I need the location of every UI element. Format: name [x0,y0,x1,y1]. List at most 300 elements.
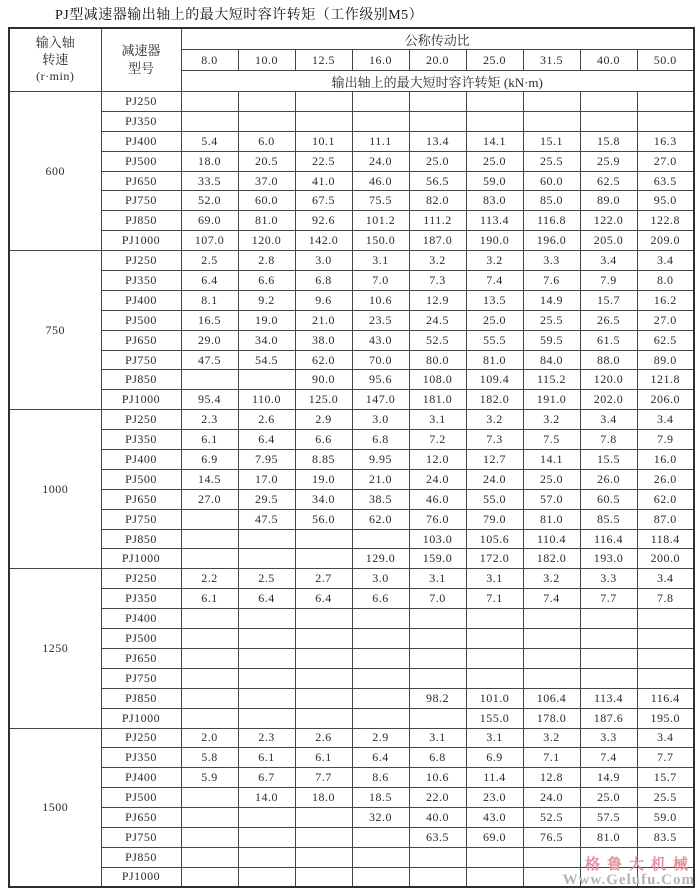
torque-value-cell: 18.5 [352,788,409,808]
model-cell: PJ250 [101,92,181,112]
torque-value-cell: 182.0 [466,390,523,410]
torque-value-cell: 187.0 [409,231,466,251]
ratio-header-cell: 20.0 [409,50,466,71]
model-cell: PJ500 [101,151,181,171]
torque-value-cell: 2.5 [181,251,238,271]
table-row [9,111,694,131]
torque-value-cell: 6.8 [409,748,466,768]
torque-value-cell [181,827,238,847]
torque-value-cell: 118.4 [637,529,694,549]
model-cell: PJ1000 [101,867,181,887]
torque-value-cell: 26.0 [637,469,694,489]
torque-value-cell: 6.6 [295,430,352,450]
torque-value-cell: 120.0 [238,231,295,251]
torque-value-cell: 8.6 [352,768,409,788]
torque-value-cell: 7.2 [409,430,466,450]
torque-value-cell [637,847,694,867]
torque-value-cell [181,529,238,549]
torque-value-cell: 89.0 [637,350,694,370]
torque-value-cell: 34.0 [295,489,352,509]
torque-value-cell: 106.4 [523,688,580,708]
torque-value-cell: 20.5 [238,151,295,171]
torque-value-cell: 10.1 [295,131,352,151]
torque-value-cell: 195.0 [637,708,694,728]
torque-value-cell: 2.0 [181,728,238,748]
torque-value-cell [295,111,352,131]
torque-value-cell: 63.5 [637,171,694,191]
torque-value-cell [295,529,352,549]
torque-value-cell: 3.3 [523,251,580,271]
torque-value-cell [523,847,580,867]
torque-value-cell [295,648,352,668]
torque-value-cell: 110.0 [238,390,295,410]
table-row [9,350,694,370]
torque-value-cell: 55.5 [466,330,523,350]
torque-value-cell: 113.4 [580,688,637,708]
torque-value-cell: 12.0 [409,450,466,470]
model-cell: PJ650 [101,808,181,828]
torque-value-cell: 7.7 [295,768,352,788]
torque-value-cell [295,609,352,629]
torque-value-cell [580,609,637,629]
torque-value-cell: 181.0 [409,390,466,410]
torque-value-cell: 5.9 [181,768,238,788]
input-speed-cell: 1500 [9,728,101,887]
model-cell: PJ650 [101,648,181,668]
torque-value-cell: 193.0 [580,549,637,569]
torque-value-cell: 24.0 [466,469,523,489]
torque-value-cell: 95.0 [637,191,694,211]
table-row [9,589,694,609]
torque-value-cell [523,648,580,668]
table-row [9,768,694,788]
table-row [9,549,694,569]
torque-value-cell: 7.6 [523,271,580,291]
torque-value-cell [409,648,466,668]
torque-value-cell: 7.5 [523,430,580,450]
torque-value-cell [580,629,637,649]
header-row-1 [9,28,694,50]
torque-value-cell [409,867,466,887]
torque-value-cell: 3.4 [637,251,694,271]
torque-value-cell: 122.8 [637,211,694,231]
torque-value-cell: 7.4 [523,589,580,609]
torque-value-cell [409,629,466,649]
torque-value-cell: 3.4 [580,410,637,430]
torque-value-cell [409,708,466,728]
torque-value-cell: 109.4 [466,370,523,390]
model-cell: PJ500 [101,469,181,489]
torque-value-cell: 187.6 [580,708,637,728]
torque-value-cell: 101.2 [352,211,409,231]
torque-value-cell [295,847,352,867]
torque-table [8,27,695,888]
ratio-header-cell: 31.5 [523,50,580,71]
torque-value-cell: 88.0 [580,350,637,370]
torque-value-cell: 60.5 [580,489,637,509]
torque-value-cell: 62.5 [580,171,637,191]
torque-value-cell: 25.9 [580,151,637,171]
torque-value-cell [523,92,580,112]
torque-value-cell: 17.0 [238,469,295,489]
torque-value-cell: 155.0 [466,708,523,728]
torque-value-cell: 3.1 [409,728,466,748]
torque-value-cell: 84.0 [523,350,580,370]
torque-value-cell: 115.2 [523,370,580,390]
model-cell: PJ400 [101,450,181,470]
torque-value-cell: 83.0 [466,191,523,211]
torque-value-cell: 69.0 [466,827,523,847]
torque-value-cell: 38.0 [295,330,352,350]
table-row [9,728,694,748]
torque-value-cell [637,867,694,887]
table-row [9,390,694,410]
model-cell: PJ850 [101,529,181,549]
torque-value-cell: 25.0 [409,151,466,171]
table-row [9,290,694,310]
torque-value-cell: 3.0 [352,410,409,430]
torque-value-cell: 63.5 [409,827,466,847]
model-cell: PJ750 [101,350,181,370]
torque-value-cell: 43.0 [466,808,523,828]
torque-value-cell: 25.0 [580,788,637,808]
input-speed-cell: 1250 [9,569,101,728]
model-cell: PJ750 [101,668,181,688]
torque-value-cell: 76.5 [523,827,580,847]
torque-value-cell: 3.1 [466,728,523,748]
torque-value-cell: 3.1 [409,569,466,589]
torque-value-cell [352,529,409,549]
torque-value-cell [352,92,409,112]
torque-value-cell: 10.6 [352,290,409,310]
torque-value-cell: 75.5 [352,191,409,211]
torque-value-cell: 3.3 [580,569,637,589]
torque-value-cell: 110.4 [523,529,580,549]
model-header-line1: 减速器 [121,42,161,58]
torque-value-cell: 32.0 [352,808,409,828]
model-cell: PJ400 [101,131,181,151]
torque-value-cell: 29.0 [181,330,238,350]
torque-value-cell: 76.0 [409,509,466,529]
torque-value-cell: 13.5 [466,290,523,310]
table-row [9,271,694,291]
torque-value-cell: 5.4 [181,131,238,151]
model-cell: PJ400 [101,768,181,788]
table-row [9,688,694,708]
model-cell: PJ850 [101,688,181,708]
torque-value-cell: 15.8 [580,131,637,151]
torque-value-cell: 69.0 [181,211,238,231]
torque-value-cell: 16.0 [637,450,694,470]
torque-value-cell: 2.2 [181,569,238,589]
model-cell: PJ650 [101,489,181,509]
torque-value-cell: 6.6 [238,271,295,291]
torque-value-cell: 2.3 [181,410,238,430]
torque-value-cell: 6.4 [352,748,409,768]
torque-value-cell: 62.0 [295,350,352,370]
table-row [9,310,694,330]
torque-value-cell [181,648,238,668]
input-speed-header-unit: (r·min) [36,69,75,84]
table-body [9,92,694,888]
ratio-header-cell: 40.0 [580,50,637,71]
torque-value-cell: 25.5 [523,310,580,330]
torque-value-cell: 6.8 [352,430,409,450]
torque-value-cell [181,808,238,828]
table-row [9,131,694,151]
torque-value-cell: 59.0 [466,171,523,191]
torque-value-cell: 12.7 [466,450,523,470]
torque-value-cell: 25.5 [523,151,580,171]
torque-value-cell: 13.4 [409,131,466,151]
torque-value-cell: 7.8 [637,589,694,609]
torque-value-cell: 19.0 [295,469,352,489]
table-row [9,430,694,450]
torque-value-cell: 10.6 [409,768,466,788]
table-row [9,847,694,867]
model-cell: PJ350 [101,111,181,131]
torque-value-cell: 22.0 [409,788,466,808]
table-title: PJ型减速器输出轴上的最大短时容许转矩（工作级别M5） [55,8,424,23]
torque-value-cell: 25.0 [523,469,580,489]
ratio-header-cell: 12.5 [295,50,352,71]
torque-value-cell [352,609,409,629]
table-row [9,808,694,828]
torque-value-cell: 116.4 [637,688,694,708]
torque-value-cell [466,111,523,131]
model-cell: PJ850 [101,370,181,390]
torque-value-cell [637,629,694,649]
torque-value-cell: 7.3 [466,430,523,450]
torque-value-cell: 16.5 [181,310,238,330]
table-row [9,251,694,271]
torque-value-cell [181,509,238,529]
torque-value-cell: 22.5 [295,151,352,171]
torque-value-cell: 206.0 [637,390,694,410]
torque-value-cell [523,609,580,629]
torque-value-cell [466,847,523,867]
model-cell: PJ1000 [101,231,181,251]
torque-value-cell: 16.3 [637,131,694,151]
torque-value-cell [181,370,238,390]
torque-value-cell [352,629,409,649]
torque-value-cell [238,867,295,887]
model-cell: PJ750 [101,827,181,847]
torque-value-cell: 40.0 [409,808,466,828]
table-row [9,609,694,629]
table-row [9,410,694,430]
torque-value-cell: 202.0 [580,390,637,410]
ratio-header-cell: 50.0 [637,50,694,71]
torque-value-cell: 178.0 [523,708,580,728]
table-row [9,370,694,390]
torque-value-cell [352,847,409,867]
torque-value-cell: 3.4 [637,728,694,748]
model-cell: PJ400 [101,290,181,310]
torque-value-cell: 57.5 [580,808,637,828]
torque-value-cell: 6.9 [466,748,523,768]
torque-value-cell: 87.0 [637,509,694,529]
torque-value-cell: 191.0 [523,390,580,410]
torque-value-cell: 70.0 [352,350,409,370]
torque-value-cell [466,668,523,688]
torque-value-cell: 59.0 [637,808,694,828]
torque-value-cell [238,629,295,649]
model-cell: PJ1000 [101,708,181,728]
torque-value-cell: 6.4 [238,430,295,450]
torque-value-cell [181,867,238,887]
torque-value-cell: 9.95 [352,450,409,470]
torque-value-cell: 116.8 [523,211,580,231]
table-row [9,788,694,808]
torque-value-cell: 85.0 [523,191,580,211]
torque-value-cell: 3.1 [352,251,409,271]
table-row [9,171,694,191]
torque-value-cell: 27.0 [181,489,238,509]
torque-value-cell: 2.7 [295,569,352,589]
torque-value-cell [181,629,238,649]
torque-value-cell: 209.0 [637,231,694,251]
model-cell: PJ250 [101,728,181,748]
torque-value-cell [637,609,694,629]
model-cell: PJ250 [101,251,181,271]
torque-value-cell: 182.0 [523,549,580,569]
torque-value-cell [637,668,694,688]
torque-value-cell [580,847,637,867]
table-row [9,708,694,728]
torque-value-cell: 62.0 [637,489,694,509]
torque-value-cell [295,808,352,828]
torque-value-cell: 3.2 [466,410,523,430]
model-cell: PJ400 [101,609,181,629]
torque-value-cell: 6.7 [238,768,295,788]
torque-value-cell [181,668,238,688]
torque-value-cell: 24.5 [409,310,466,330]
model-cell: PJ350 [101,748,181,768]
torque-value-cell [466,609,523,629]
torque-value-cell: 67.5 [295,191,352,211]
torque-value-cell: 15.7 [637,768,694,788]
table-row [9,629,694,649]
torque-value-cell: 159.0 [409,549,466,569]
torque-value-cell: 3.2 [523,410,580,430]
model-cell: PJ500 [101,788,181,808]
torque-value-cell [181,847,238,867]
torque-value-cell [352,111,409,131]
model-cell: PJ250 [101,410,181,430]
torque-value-cell: 3.1 [466,569,523,589]
torque-value-cell [238,668,295,688]
torque-value-cell [181,788,238,808]
model-header [101,28,181,92]
torque-value-cell: 6.1 [181,589,238,609]
input-speed-header-line2: 转速 [42,52,69,68]
torque-value-cell [181,92,238,112]
torque-value-cell: 2.9 [295,410,352,430]
model-cell: PJ1000 [101,549,181,569]
torque-value-cell: 95.4 [181,390,238,410]
torque-value-cell: 80.0 [409,350,466,370]
torque-value-cell [523,668,580,688]
table-row [9,191,694,211]
torque-value-cell: 8.85 [295,450,352,470]
torque-value-cell: 60.0 [523,171,580,191]
torque-value-cell: 172.0 [466,549,523,569]
torque-value-cell: 113.4 [466,211,523,231]
torque-value-cell: 62.0 [352,509,409,529]
torque-value-cell [238,688,295,708]
model-cell: PJ650 [101,330,181,350]
torque-value-cell: 82.0 [409,191,466,211]
model-cell: PJ1000 [101,390,181,410]
table-row [9,92,694,112]
torque-value-cell [238,847,295,867]
torque-value-cell: 24.0 [523,788,580,808]
torque-value-cell [409,847,466,867]
table-row [9,827,694,847]
torque-value-cell: 38.5 [352,489,409,509]
torque-value-cell: 2.5 [238,569,295,589]
torque-value-cell: 129.0 [352,549,409,569]
torque-value-cell: 7.95 [238,450,295,470]
torque-value-cell: 62.5 [637,330,694,350]
torque-value-cell [295,629,352,649]
torque-value-cell: 6.4 [181,271,238,291]
torque-value-cell: 57.0 [523,489,580,509]
torque-value-cell [238,808,295,828]
torque-value-cell: 81.0 [580,827,637,847]
torque-value-cell: 18.0 [181,151,238,171]
torque-value-cell: 15.1 [523,131,580,151]
torque-value-cell: 81.0 [238,211,295,231]
torque-value-cell [352,648,409,668]
torque-value-cell: 3.2 [523,569,580,589]
torque-value-cell: 6.1 [295,748,352,768]
torque-value-cell: 18.0 [295,788,352,808]
torque-value-cell: 14.9 [523,290,580,310]
torque-value-cell: 26.0 [580,469,637,489]
torque-value-cell: 7.0 [409,589,466,609]
torque-value-cell: 85.5 [580,509,637,529]
torque-value-cell: 111.2 [409,211,466,231]
torque-value-cell: 25.0 [466,310,523,330]
torque-value-cell: 29.5 [238,489,295,509]
torque-value-cell: 21.0 [352,469,409,489]
torque-value-cell [238,549,295,569]
torque-value-cell: 60.0 [238,191,295,211]
torque-value-cell: 11.1 [352,131,409,151]
torque-value-cell: 15.5 [580,450,637,470]
model-cell: PJ850 [101,211,181,231]
model-cell: PJ750 [101,191,181,211]
torque-value-cell: 116.4 [580,529,637,549]
watermark-brand-text: 格鲁大机械 [584,856,695,873]
torque-value-cell: 33.5 [181,171,238,191]
torque-value-cell: 26.5 [580,310,637,330]
torque-value-cell: 7.9 [580,271,637,291]
torque-value-cell [295,92,352,112]
torque-value-cell: 2.3 [238,728,295,748]
torque-value-cell: 6.4 [295,589,352,609]
torque-value-cell: 120.0 [580,370,637,390]
table-row [9,450,694,470]
torque-value-cell: 37.0 [238,171,295,191]
watermark-url-text: Www.Gelufu.Com [562,872,695,889]
torque-value-cell: 55.0 [466,489,523,509]
table-row [9,509,694,529]
table-row [9,330,694,350]
torque-value-cell [523,629,580,649]
